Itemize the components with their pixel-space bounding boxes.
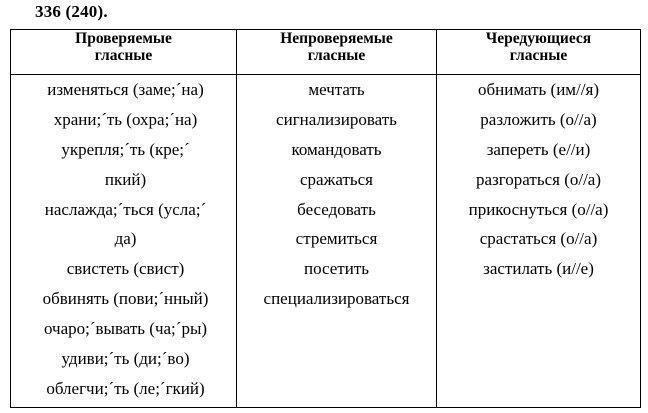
list-item: очаро;´вывать (ча;´ры) <box>43 319 208 339</box>
list-item: запереть (е//и) <box>486 139 591 159</box>
header-line-2: гласные <box>509 47 568 64</box>
list-item: да) <box>114 229 137 249</box>
list-item: храни;´ть (охра;´на) <box>53 109 198 129</box>
header-line-1: Проверяемые <box>75 30 172 47</box>
list-item: изменяться (заме;´на) <box>47 80 204 99</box>
header-line-1: Чередующиеся <box>485 30 592 47</box>
list-item: специализироваться <box>263 289 410 309</box>
list-item: укрепля;´ть (кре;´ <box>61 139 190 159</box>
unchecked-vowels-column <box>237 75 437 408</box>
content-row <box>11 75 641 408</box>
list-item: разложить (о//а) <box>480 109 597 129</box>
header-line-2: гласные <box>307 47 366 64</box>
header-line-1: Непроверяемые <box>280 30 393 47</box>
checked-vowels-column <box>11 75 237 408</box>
list-item: застилать (и//е) <box>483 259 594 279</box>
list-item: пкий) <box>104 169 147 189</box>
list-item: посетить <box>303 259 370 279</box>
alternating-vowels-column <box>437 75 641 408</box>
list-item: прикоснуться (о//а) <box>468 199 609 219</box>
header-unchecked-vowels <box>237 30 437 75</box>
list-item: сигнализировать <box>276 109 397 129</box>
list-item: командовать <box>291 139 382 159</box>
header-row <box>11 30 641 75</box>
exercise-number: 336 (240). <box>35 2 108 21</box>
vowels-table <box>10 29 641 408</box>
list-item: обнимать (им//я) <box>478 80 599 99</box>
list-item: сражаться <box>300 169 373 189</box>
header-checked-vowels <box>11 30 237 75</box>
list-item: разгораться (о//а) <box>475 169 602 189</box>
list-item: наслажда;´ться (усла;´ <box>44 199 207 219</box>
list-item: стремиться <box>295 229 378 249</box>
header-line-2: гласные <box>94 47 153 64</box>
list-item: облегчи;´ть (ле;´гкий) <box>46 378 205 398</box>
list-item: беседовать <box>297 199 376 219</box>
list-item: мечтать <box>308 80 365 99</box>
list-item: обвинять (пови;´нный) <box>42 289 209 309</box>
list-item: свистеть (свист) <box>66 259 185 279</box>
header-alternating-vowels <box>437 30 641 75</box>
list-item: удиви;´ть (ди;´во) <box>61 349 190 369</box>
list-item: срастаться (о//а) <box>479 229 598 249</box>
